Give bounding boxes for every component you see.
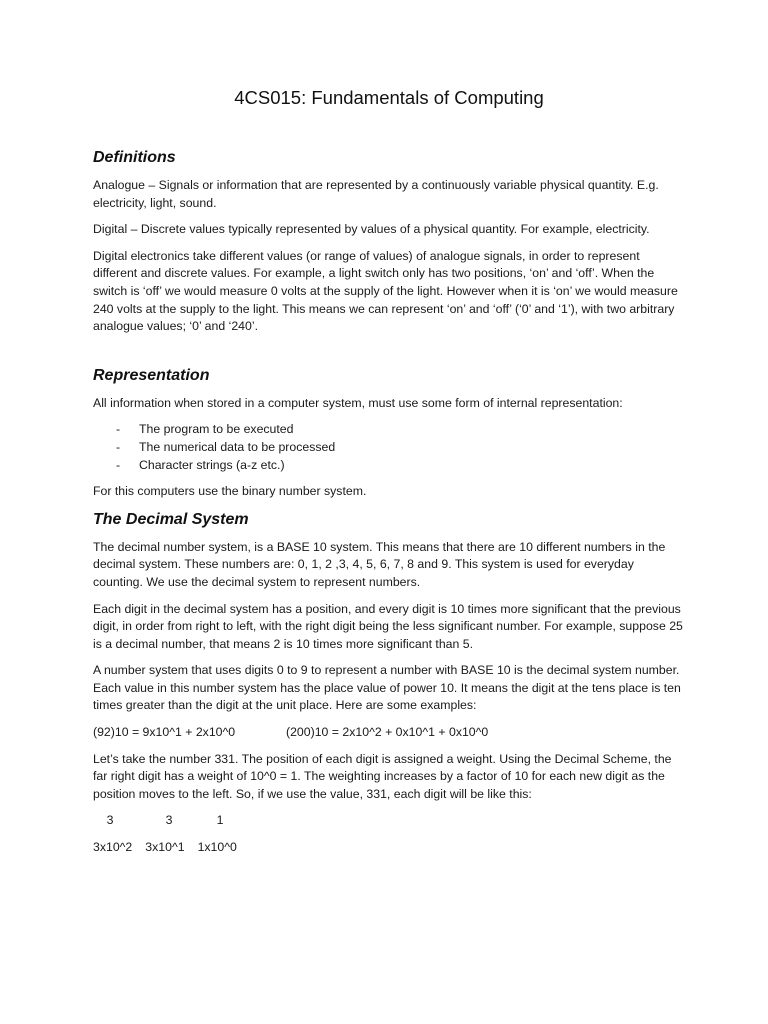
digit: 3 xyxy=(106,813,114,828)
digit-weight: 3x10^1 xyxy=(145,840,185,855)
list-item xyxy=(93,457,685,475)
examples-row xyxy=(93,724,685,742)
digit: 3 xyxy=(165,813,173,828)
example-equation: (92)10 = 9x10^1 + 2x10^0 xyxy=(93,725,236,740)
digital-definition: Digital – Discrete values typically represented by values of a physical quantity. For example, electricity. xyxy=(93,222,650,237)
digits-row xyxy=(93,812,685,830)
document-body xyxy=(93,86,685,857)
list-dash: - xyxy=(116,457,121,472)
list-item-text: The program to be executed xyxy=(139,422,294,437)
analogue-definition: Analogue – Signals or information that are represented by a continuously variable physical quantity. E.g. electricity, light, sound. xyxy=(93,178,659,210)
list-item xyxy=(93,421,685,439)
weights-row xyxy=(93,839,685,857)
document-title: 4CS015: Fundamentals of Computing xyxy=(234,87,544,108)
representation-intro: All information when stored in a computer system, must use some form of internal representation: xyxy=(93,395,623,410)
representation-heading: Representation xyxy=(93,366,210,384)
list-item xyxy=(93,439,685,457)
representation-outro: For this computers use the binary number system. xyxy=(93,484,367,499)
list-dash: - xyxy=(116,439,121,454)
weight-paragraph: Let’s take the number 331. The position of each digit is assigned a weight. Using the Decimal Scheme, the far right digit has a weight of 10^0 = 1. The weighting increases by a factor of 10 for each new digit as the position moves to the left. So, if we use the value, 331, each digit will be like this: xyxy=(93,751,672,801)
digital-electronics-paragraph: Digital electronics take different values (or range of values) of analogue signals, in order to represent different and discrete values. For example, a light switch only has two positions, ‘on’ and ‘off’. When the switch is ‘off’ we would measure 0 volts at the supply of the light. However when it is ‘on’ we would measure 240 volts at the supply to the light. This means we can represent ‘on’ and ‘off’ (‘0’ and ‘1’), with two arbitrary analogue values; ‘0’ and ‘240’. xyxy=(93,248,678,334)
decimal-base-paragraph: The decimal number system, is a BASE 10 system. This means that there are 10 different numbers in the decimal system. These numbers are: 0, 1, 2 ,3, 4, 5, 6, 7, 8 and 9. This system is used for everyday counting. We use the decimal system to represent numbers. xyxy=(93,539,666,589)
list-dash: - xyxy=(116,422,121,437)
list-item-text: Character strings (a-z etc.) xyxy=(139,457,285,472)
list-item-text: The numerical data to be processed xyxy=(139,439,336,454)
decimal-position-paragraph: Each digit in the decimal system has a position, and every digit is 10 times more significant that the previous digit, in order from right to left, with the right digit being the less significant number. For example, suppose 25 is a decimal number, that means 2 is 10 times more significant than 5. xyxy=(93,601,683,651)
representation-list xyxy=(93,421,685,474)
digit: 1 xyxy=(216,813,224,828)
definitions-heading: Definitions xyxy=(93,149,176,166)
digit-weight: 1x10^0 xyxy=(197,840,237,855)
decimal-place-value-paragraph: A number system that uses digits 0 to 9 to represent a number with BASE 10 is the decimal system number. Each value in this number system has the place value of power 10. It means the digit at the tens place is ten times greater than the digit at the unit place. Here are some examples: xyxy=(93,663,681,713)
digit-weight: 3x10^2 xyxy=(93,840,133,855)
decimal-system-heading: The Decimal System xyxy=(93,510,249,528)
example-equation: (200)10 = 2x10^2 + 0x10^1 + 0x10^0 xyxy=(286,725,489,740)
